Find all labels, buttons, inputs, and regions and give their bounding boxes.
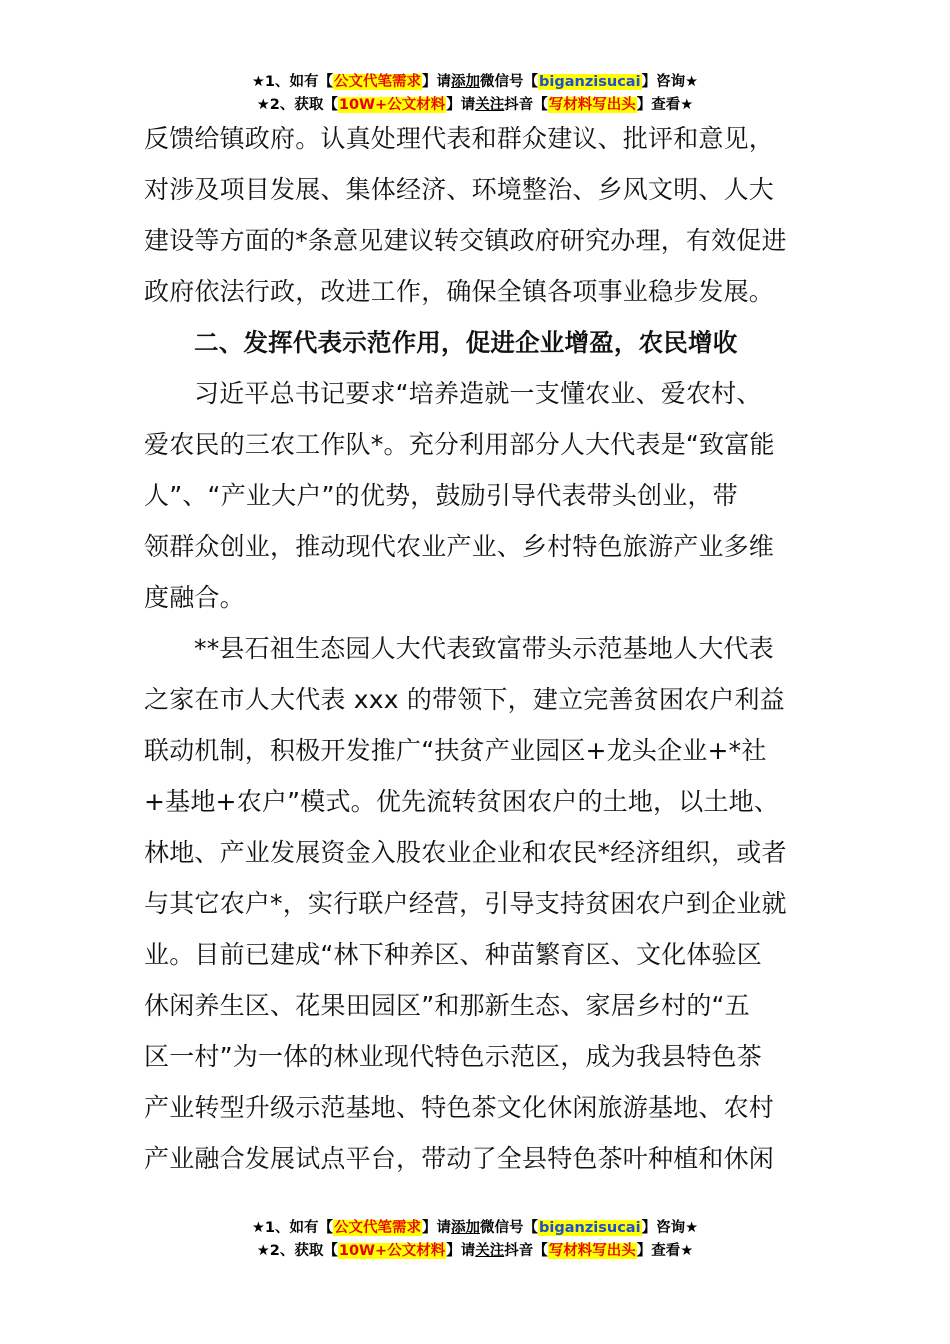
text-line: 休闲养生区、花果田园区”和那新生态、家居乡村的“五 bbox=[144, 991, 750, 1020]
text-line: 领群众创业，推动现代农业产业、乡村特色旅游产业多维 bbox=[144, 532, 775, 561]
banner-text: 微信号【 bbox=[480, 1220, 539, 1236]
banner-text: 】请 bbox=[446, 1243, 476, 1259]
text-line: 习近平总书记要求“培养造就一支懂农业、爱农村、 bbox=[194, 379, 762, 408]
text-line: 林地、产业发展资金入股农业企业和农民*经济组织，或者 bbox=[144, 838, 787, 867]
banner-text: 】咨询★ bbox=[641, 1220, 699, 1236]
paragraph-1 bbox=[144, 113, 806, 317]
banner-text: 抖音【 bbox=[504, 1243, 548, 1259]
banner-highlight: 公文代笔需求 bbox=[334, 1220, 422, 1236]
paragraph-3 bbox=[144, 623, 806, 1184]
banner-text: ★1、如有【 bbox=[251, 74, 334, 90]
banner-text: 】咨询★ bbox=[641, 74, 699, 90]
text-line: 产业转型升级示范基地、特色茶文化休闲旅游基地、农村 bbox=[144, 1093, 775, 1122]
text-line: 对涉及项目发展、集体经济、环境整治、乡风文明、人大 bbox=[144, 175, 775, 204]
text-line: +基地+农户”模式。优先流转贫困农户的土地，以土地、 bbox=[144, 787, 780, 816]
top-banner bbox=[0, 71, 950, 117]
banner-line-2 bbox=[0, 1240, 950, 1263]
document-body bbox=[144, 113, 806, 1184]
banner-underline: 关注 bbox=[475, 97, 505, 113]
banner-text: ★2、获取【 bbox=[256, 97, 338, 113]
banner-wechat-id: biganzisucai bbox=[539, 1220, 641, 1236]
banner-text: ★1、如有【 bbox=[251, 1220, 334, 1236]
banner-text: 】请 bbox=[422, 1220, 452, 1236]
banner-text: 】请 bbox=[446, 97, 476, 113]
text-line: 联动机制，积极开发推广“扶贫产业园区+龙头企业+*社 bbox=[144, 736, 767, 765]
banner-underline: 添加 bbox=[451, 1220, 481, 1236]
text-line: 度融合。 bbox=[144, 583, 245, 612]
text-line: **县石祖生态园人大代表致富带头示范基地人大代表 bbox=[194, 634, 774, 663]
banner-wechat-id: biganzisucai bbox=[539, 74, 641, 90]
bottom-banner bbox=[0, 1217, 950, 1263]
text-line: 反馈给镇政府。认真处理代表和群众建议、批评和意见， bbox=[144, 124, 775, 153]
banner-text: 】查看★ bbox=[636, 1243, 694, 1259]
text-line: 人”、“产业大户”的优势，鼓励引导代表带头创业，带 bbox=[144, 481, 738, 510]
text-line: 业。目前已建成“林下种养区、种苗繁育区、文化体验区 bbox=[144, 940, 762, 969]
paragraph-2 bbox=[144, 368, 806, 623]
banner-line-1 bbox=[0, 71, 950, 94]
banner-text: 】查看★ bbox=[636, 97, 694, 113]
banner-text: ★2、获取【 bbox=[256, 1243, 338, 1259]
banner-highlight: 写材料写出头 bbox=[548, 97, 636, 113]
banner-text: 微信号【 bbox=[480, 74, 539, 90]
banner-underline: 关注 bbox=[475, 1243, 505, 1259]
banner-highlight: 10W+公文材料 bbox=[338, 1243, 446, 1259]
banner-line-1 bbox=[0, 1217, 950, 1240]
text-line: 与其它农户*，实行联户经营，引导支持贫困农户到企业就 bbox=[144, 889, 787, 918]
text-line: 爱农民的三农工作队*。充分利用部分人大代表是“致富能 bbox=[144, 430, 775, 459]
banner-highlight: 公文代笔需求 bbox=[334, 74, 422, 90]
banner-text: 抖音【 bbox=[504, 97, 548, 113]
text-line: 建设等方面的*条意见建议转交镇政府研究办理，有效促进 bbox=[144, 226, 787, 255]
text-line: 区一村”为一体的林业现代特色示范区，成为我县特色茶 bbox=[144, 1042, 762, 1071]
banner-highlight: 写材料写出头 bbox=[548, 1243, 636, 1259]
banner-highlight: 10W+公文材料 bbox=[338, 97, 446, 113]
text-line: 之家在市人大代表 xxx 的带领下，建立完善贫困农户利益 bbox=[144, 685, 785, 714]
text-line: 政府依法行政，改进工作，确保全镇各项事业稳步发展。 bbox=[144, 277, 775, 306]
text-line: 产业融合发展试点平台，带动了全县特色茶叶种植和休闲 bbox=[144, 1144, 775, 1173]
section-heading: 二、发挥代表示范作用，促进企业增盈，农民增收 bbox=[194, 328, 738, 357]
banner-text: 】请 bbox=[422, 74, 452, 90]
banner-underline: 添加 bbox=[451, 74, 481, 90]
